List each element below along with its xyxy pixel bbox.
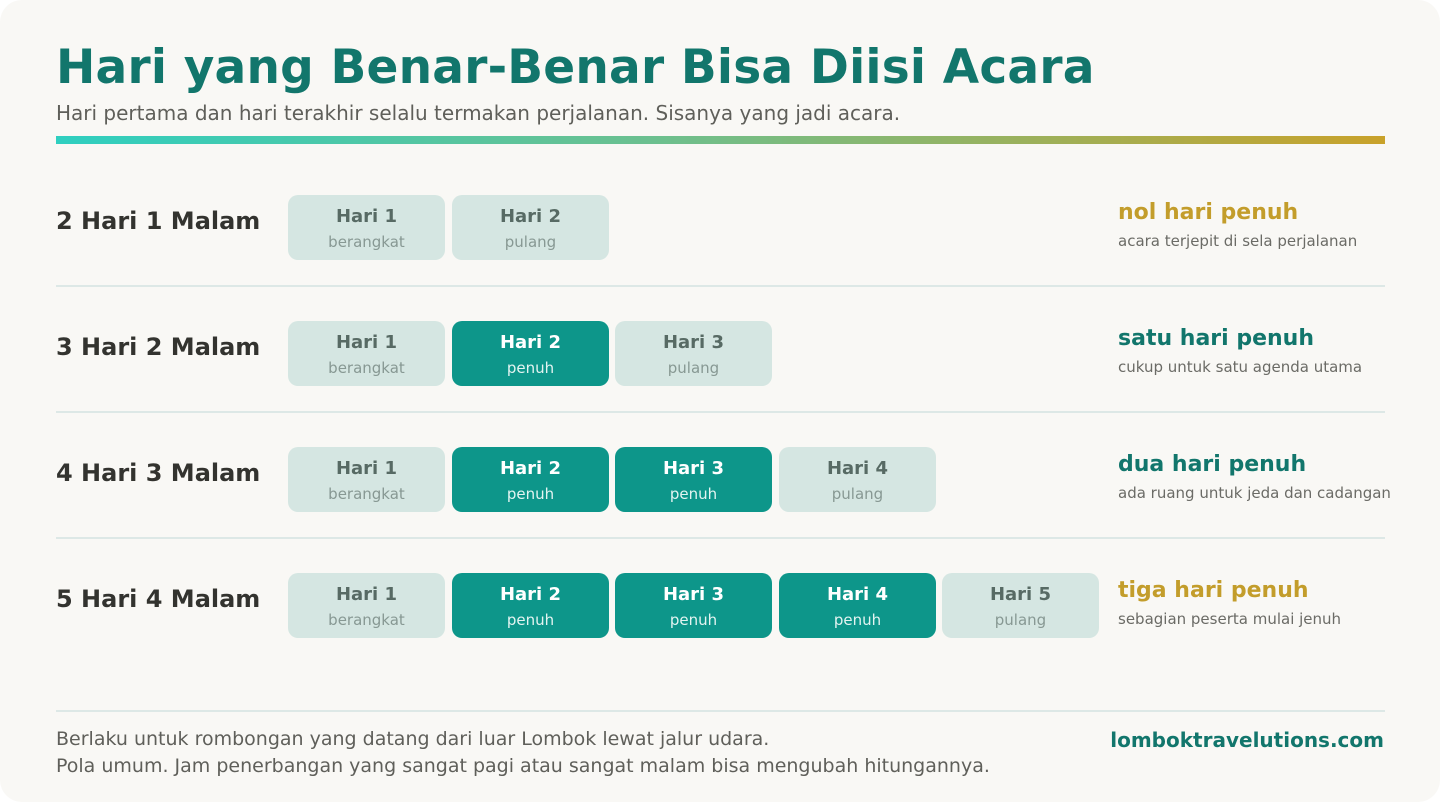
day-box-travel (288, 321, 445, 386)
day-status: penuh (833, 611, 882, 629)
row-divider (56, 285, 1385, 287)
day-name: Hari 4 (826, 458, 889, 479)
footer-divider (56, 710, 1385, 712)
result-note: sebagian peserta mulai jenuh (1118, 610, 1342, 628)
day-name: Hari 2 (499, 584, 562, 605)
result-note: cukup untuk satu agenda utama (1118, 358, 1363, 376)
day-status: pulang (831, 485, 884, 503)
row-label: 2 Hari 1 Malam (56, 207, 261, 235)
day-name: Hari 5 (989, 584, 1052, 605)
result-note: acara terjepit di sela perjalanan (1118, 232, 1358, 250)
full-days-result: satu hari penuh (1118, 326, 1314, 351)
day-box-full (452, 321, 609, 386)
day-status: penuh (506, 359, 555, 377)
result-note: ada ruang untuk jeda dan cadangan (1118, 484, 1391, 502)
day-name: Hari 2 (499, 332, 562, 353)
accent-gradient-bar (56, 136, 1385, 144)
day-status: pulang (504, 233, 557, 251)
footnote-caveat: Pola umum. Jam penerbangan yang sangat pagi atau sangat malam bisa mengubah hitungannya. (56, 755, 990, 777)
day-name: Hari 3 (662, 332, 725, 353)
day-name: Hari 1 (335, 206, 398, 227)
day-box-travel (615, 321, 772, 386)
day-name: Hari 4 (826, 584, 889, 605)
footnote-scope: Berlaku untuk rombongan yang datang dari luar Lombok lewat jalur udara. (56, 728, 770, 750)
row-divider (56, 537, 1385, 539)
day-box-travel (942, 573, 1099, 638)
row-label: 5 Hari 4 Malam (56, 585, 261, 613)
day-name: Hari 1 (335, 584, 398, 605)
day-box-travel (452, 195, 609, 260)
day-status: penuh (506, 485, 555, 503)
day-box-full (615, 447, 772, 512)
day-box-travel (288, 447, 445, 512)
full-days-result: nol hari penuh (1118, 200, 1299, 225)
day-status: berangkat (328, 233, 405, 251)
day-status: berangkat (328, 359, 405, 377)
page-title: Hari yang Benar-Benar Bisa Diisi Acara (56, 40, 1095, 95)
row-label: 4 Hari 3 Malam (56, 459, 261, 487)
day-status: berangkat (328, 611, 405, 629)
row-divider (56, 411, 1385, 413)
day-name: Hari 3 (662, 584, 725, 605)
day-name: Hari 3 (662, 458, 725, 479)
day-name: Hari 2 (499, 458, 562, 479)
day-name: Hari 1 (335, 332, 398, 353)
day-name: Hari 1 (335, 458, 398, 479)
day-status: penuh (669, 611, 718, 629)
day-box-full (615, 573, 772, 638)
day-box-travel (779, 447, 936, 512)
row-label: 3 Hari 2 Malam (56, 333, 261, 361)
day-name: Hari 2 (499, 206, 562, 227)
page-subtitle: Hari pertama dan hari terakhir selalu termakan perjalanan. Sisanya yang jadi acara. (56, 101, 901, 125)
day-box-full (779, 573, 936, 638)
day-box-travel (288, 195, 445, 260)
day-box-travel (288, 573, 445, 638)
full-days-result: dua hari penuh (1118, 452, 1307, 477)
full-days-result: tiga hari penuh (1118, 578, 1309, 603)
day-status: penuh (669, 485, 718, 503)
website-link[interactable]: lomboktravelutions.com (1110, 728, 1384, 752)
day-box-full (452, 573, 609, 638)
day-status: penuh (506, 611, 555, 629)
day-status: pulang (667, 359, 720, 377)
day-box-full (452, 447, 609, 512)
day-status: berangkat (328, 485, 405, 503)
day-status: pulang (994, 611, 1047, 629)
